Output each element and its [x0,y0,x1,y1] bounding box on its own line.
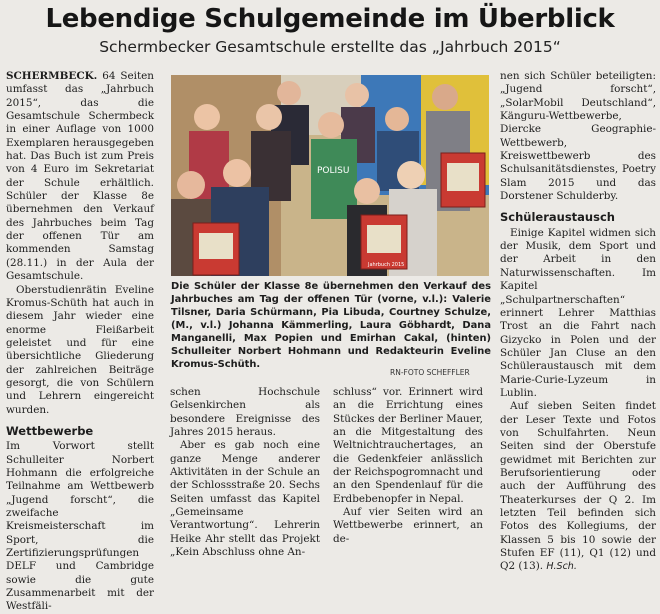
article-paragraph: Auf vier Seiten wird an Wettbewerbe erinnert, an de- [333,506,483,545]
headline: Lebendige Schulgemeinde im Überblick [45,4,615,34]
subheadline: Schermbecker Gesamtschule erstellte das „Jahrbuch 2015“ [99,38,561,56]
article-paragraph: schluss“ vor. Erinnert wird an die Errichtung eines Stückes der Berliner Mauer, an die Mitgestaltung des Weltnichtrauchertages, an die Gedenkfeier anlässlich der Reichspogromnacht und an den Spendenlauf für die Erdbebenopfer in Nepal. [333,386,483,505]
article-paragraph: schen Hochschule Gelsenkirchen als besondere Ereignisse des Jahres 2015 heraus. [170,386,320,439]
hoodie-text: POLISU [317,166,350,176]
dateline: SCHERMBECK. [6,70,98,82]
author-signature: H.Sch. [546,561,577,573]
article-column-1 [6,70,154,614]
section-heading-wettbewerbe: Wettbewerbe [6,423,94,438]
photo-caption: Die Schüler der Klasse 8e übernehmen den Verkauf des Jahrbuches am Tag der offenen Tür (vorne, v.l.): Valerie Tilsner, Daria Schürmann, Pia Libuda, Courtney Schulze, (M., v.l.) Johanna Kämmerling, Laura Göbhardt, Dana Manganelli, Max Popien und Emirhan Cakal, (hinten) Schulleiter Norbert Hohmann und Redakteurin Eveline Kromus-Schüth. [171,281,491,370]
article-paragraph: nen sich Schüler beteiligten: „Jugend forscht“, „SolarMobil Deutschland“, Känguru-Wettbewerbe, Diercke Geographie-Wettbewerb, Kreiswettbewerb des Schulsanitätsdienstes, Poetry Slam 2015 und das Dorstener Schulderby. [500,70,656,203]
article-paragraph [6,70,154,284]
article-paragraph: Im Vorwort stellt Schulleiter Norbert Hohmann die erfolgreiche Teilnahme am Wettbewerb „Jugend forscht“, die zweifache Kreismeisterschaft im Sport, die Zertifizierungsprüfungen DELF und Cambridge sowie die gute Zusammenarbeit mit der Westfäli- [6,440,154,613]
article-column-3 [333,386,483,546]
lead-text: 64 Seiten umfasst das „Jahrbuch 2015“, das die Gesamtschule Schermbeck in einer Auflage von 1000 Exemplaren herausgegeben hat. Das Buch ist zum Preis von 4 Euro im Sekretariat der Schule erhältlich. Schüler der Klasse 8e übernehmen den Verkauf des Jahrbuches beim Tag der offenen Tür am kommenden Samstag (28.11.) in der Aula der Gesamtschule. [6,70,154,283]
article-paragraph [500,400,656,573]
article-paragraph: Einige Kapitel widmen sich der Musik, dem Sport und der Arbeit in den Naturwissenschaften. Im Kapitel „Schulpartnerschaften“ erinnert Lehrer Matthias Trost an die Fahrt nach Gizycko in Polen und der Schüler Jan Cluse an den Schüleraustausch mit dem Marie-Curie-Lyzeum in Lublin. [500,226,656,399]
article-paragraph: Aber es gab noch eine ganze Menge anderer Aktivitäten in der Schule an der Schlossstraße 20. Sechs Seiten umfasst das Kapitel „Gemeinsame Verantwortung“. Lehrerin Heike Ahr stellt das Projekt „Kein Abschluss ohne An- [170,439,320,559]
article-column-2 [170,386,320,559]
closing-text: Auf sieben Seiten findet der Leser Texte und Fotos von Schulfahrten. Neun Seiten sind der Oberstufe gewidmet mit Berichten zur Berufsorientierung oder auch der Aufführung des Theaterkurses der Q 2. Im letzten Teil befinden sich Fotos des Kollegiums, der Klassen 5 bis 10 sowie der Stufen EF (11), Q1 (12) und Q2 (13). [500,400,656,573]
article-column-4 [500,70,656,574]
photo-credit: RN-FOTO SCHEFFLER [390,368,470,377]
group-photo [171,75,489,276]
book-label: Jahrbuch 2015 [368,262,405,268]
article-paragraph: Oberstudienrätin Eveline Kromus-Schüth hat auch in diesem Jahr wieder eine enorme Fleißarbeit geleistet und für eine übersichtliche Gliederung der zahlreichen Beiträge gesorgt, die von Schülern und Lehrern eingereicht wurden. [6,283,154,416]
section-heading-schueleraustausch: Schüleraustausch [500,210,615,225]
group-photo-illustration [171,75,489,276]
